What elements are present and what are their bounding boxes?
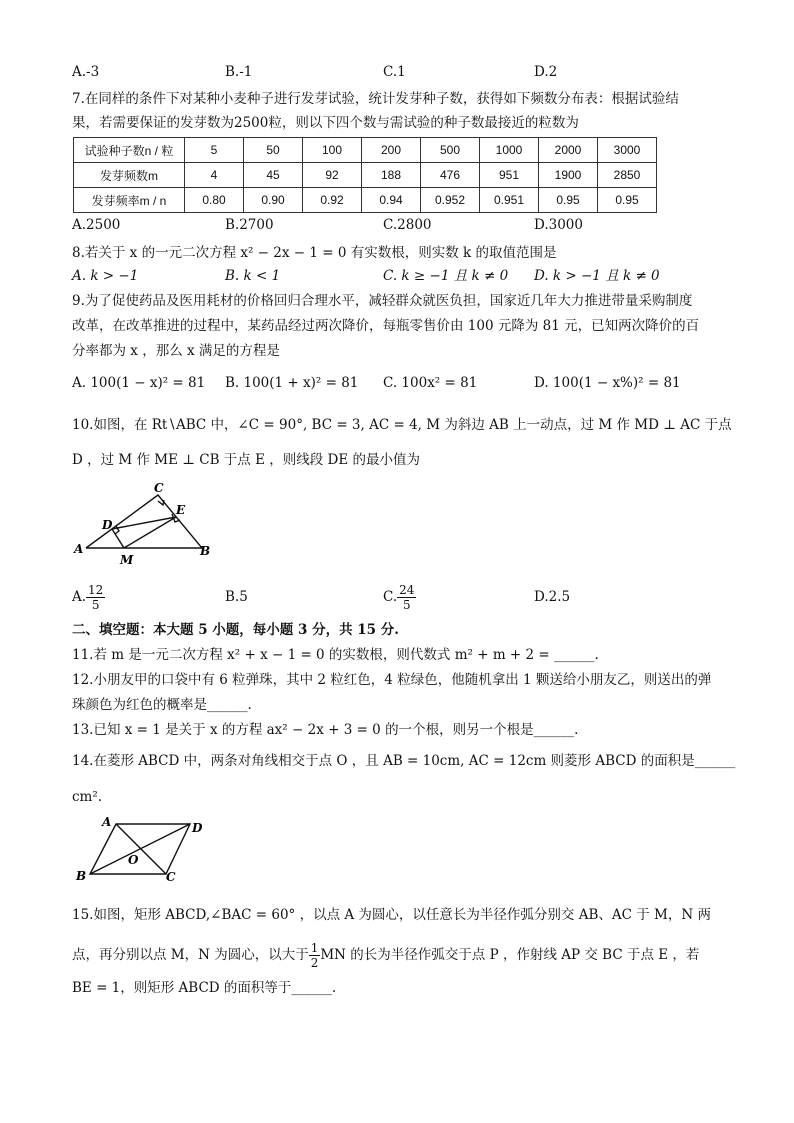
table-row bbox=[74, 163, 657, 188]
q10-options bbox=[72, 580, 722, 614]
label-a: A bbox=[102, 815, 112, 829]
table-header-cell: 发芽频率m / n bbox=[74, 188, 185, 213]
table-cell: 1000 bbox=[480, 138, 539, 163]
table-cell: 1900 bbox=[539, 163, 598, 188]
q9-line-3: 分率都为 x ，那么 x 满足的方程是 bbox=[72, 343, 280, 359]
fraction-denominator: 5 bbox=[91, 598, 100, 612]
q9-option-c: C. 100x² = 81 bbox=[383, 375, 478, 391]
fraction-24-5 bbox=[397, 583, 416, 612]
q11: 11.若 m 是一元二次方程 x² + x − 1 = 0 的实数根，则代数式 m² + m + 2 = ______. bbox=[72, 647, 599, 663]
label-d: D bbox=[102, 518, 113, 532]
label-d: D bbox=[192, 821, 203, 835]
diagonal-bd bbox=[90, 824, 190, 874]
q10-option-d: D.2.5 bbox=[534, 589, 571, 605]
fraction-numerator: 24 bbox=[399, 583, 415, 597]
q12-line-1: 12.小朋友甲的口袋中有 6 粒弹珠，其中 2 粒红色，4 粒绿色，他随机拿出 1 颗送给小朋友乙，则送出的弹 bbox=[72, 672, 712, 688]
section-2-heading: 二、填空题：本大题 5 小题，每小题 3 分，共 15 分. bbox=[72, 622, 399, 638]
q7-line-1: 7.在同样的条件下对某种小麦种子进行发芽试验，统计发芽种子数，获得如下频数分布表：根据试验结 bbox=[72, 91, 679, 107]
q14-line-1: 14.在菱形 ABCD 中，两条对角线相交于点 O ，且 AB = 10cm, AC = 12cm 则菱形 ABCD 的面积是______ bbox=[72, 753, 736, 769]
table-cell: 951 bbox=[480, 163, 539, 188]
q8-option-a: A. k > −1 bbox=[72, 268, 139, 284]
q7-line-2: 果，若需要保证的发芽数为2500粒，则以下四个数与需试验的种子数最接近的粒数为 bbox=[72, 115, 579, 131]
q15-line-2-end: MN 的长为半径作弧交于点 P ，作射线 AP 交 BC 于点 E ，若 bbox=[320, 947, 700, 963]
table-cell: 500 bbox=[421, 138, 480, 163]
q10-line-2: D ，过 M 作 ME ⊥ CB 于点 E ，则线段 DE 的最小值为 bbox=[72, 452, 421, 468]
label-o: O bbox=[128, 853, 139, 867]
q14-rhombus-figure bbox=[72, 812, 212, 884]
q15-line-1: 15.如图，矩形 ABCD,∠BAC = 60° ，以点 A 为圆心，以任意长为半径作弧分别交 AB、AC 于 M，N 两 bbox=[72, 907, 711, 923]
table-cell: 0.951 bbox=[480, 188, 539, 213]
q13: 13.已知 x = 1 是关于 x 的方程 ax² − 2x + 3 = 0 的一个根，则另一个根是______. bbox=[72, 722, 579, 738]
label-c: C bbox=[154, 481, 164, 495]
table-header-cell: 发芽频数m bbox=[74, 163, 185, 188]
q9-line-1: 9.为了促使药品及医用耗材的价格回归合理水平，减轻群众就医负担，国家近几年大力推进带量采购制度 bbox=[72, 293, 693, 309]
label-c: C bbox=[166, 870, 176, 884]
q7-option-a: A.2500 bbox=[72, 217, 121, 233]
q14-line-2: cm². bbox=[72, 789, 103, 805]
table-cell: 45 bbox=[244, 163, 303, 188]
q10-option-c-prefix: C. bbox=[383, 589, 398, 605]
label-e: E bbox=[176, 503, 186, 517]
q8-option-b: B. k < 1 bbox=[225, 268, 281, 284]
label-a: A bbox=[74, 542, 84, 556]
q10-option-a-prefix: A. bbox=[72, 589, 87, 605]
q6-option-a: A.-3 bbox=[72, 64, 100, 80]
q6-option-d: D.2 bbox=[534, 64, 558, 80]
table-cell: 200 bbox=[362, 138, 421, 163]
q7-options bbox=[72, 215, 722, 235]
q8-stem: 8.若关于 x 的一元二次方程 x² − 2x − 1 = 0 有实数根，则实数 k 的取值范围是 bbox=[72, 245, 557, 261]
table-cell: 0.95 bbox=[539, 188, 598, 213]
label-b: B bbox=[76, 869, 87, 883]
table-cell: 2000 bbox=[539, 138, 598, 163]
q9-line-2: 改革，在改革推进的过程中，某药品经过两次降价，每瓶零售价由 100 元降为 81 元，已知两次降价的百 bbox=[72, 318, 700, 334]
q10-option-a bbox=[72, 580, 105, 614]
q10-option-c bbox=[383, 580, 416, 614]
label-m: M bbox=[120, 553, 134, 567]
q12-line-2: 珠颜色为红色的概率是______. bbox=[72, 697, 252, 713]
table-cell: 0.95 bbox=[598, 188, 657, 213]
q8-option-d: D. k > −1 且 k ≠ 0 bbox=[534, 268, 660, 284]
q7-option-c: C.2800 bbox=[383, 217, 432, 233]
q6-options bbox=[72, 62, 722, 82]
q7-option-b: B.2700 bbox=[225, 217, 274, 233]
q8-option-c: C. k ≥ −1 且 k ≠ 0 bbox=[383, 268, 509, 284]
table-cell: 0.90 bbox=[244, 188, 303, 213]
table-cell: 0.80 bbox=[185, 188, 244, 213]
q6-option-b: B.-1 bbox=[225, 64, 253, 80]
table-header-cell: 试验种子数n / 粒 bbox=[74, 138, 185, 163]
q10-line-1: 10.如图，在 Rt∖ABC 中，∠C = 90°, BC = 3, AC = 4, M 为斜边 AB 上一动点，过 M 作 MD ⊥ AC 于点 bbox=[72, 417, 732, 433]
fraction-numerator: 1 bbox=[310, 941, 319, 955]
table-cell: 476 bbox=[421, 163, 480, 188]
table-cell: 0.92 bbox=[303, 188, 362, 213]
table-cell: 100 bbox=[303, 138, 362, 163]
table-row bbox=[74, 138, 657, 163]
q10-option-b: B.5 bbox=[225, 589, 248, 605]
label-b: B bbox=[200, 544, 211, 558]
q15-line-2-start: 点，再分别以点 M，N 为圆心，以大于 bbox=[72, 947, 309, 963]
table-cell: 5 bbox=[185, 138, 244, 163]
table-cell: 2850 bbox=[598, 163, 657, 188]
q7-option-d: D.3000 bbox=[534, 217, 583, 233]
q9-option-a: A. 100(1 − x)² = 81 bbox=[72, 375, 206, 391]
q9-option-b: B. 100(1 + x)² = 81 bbox=[225, 375, 359, 391]
frequency-table bbox=[73, 137, 657, 213]
fraction-1-2 bbox=[309, 941, 321, 970]
q15-line-3: BE = 1，则矩形 ABCD 的面积等于______. bbox=[72, 980, 337, 996]
table-row bbox=[74, 188, 657, 213]
fraction-numerator: 12 bbox=[88, 583, 104, 597]
table-cell: 50 bbox=[244, 138, 303, 163]
table-cell: 0.952 bbox=[421, 188, 480, 213]
q10-triangle-figure bbox=[72, 478, 212, 570]
q9-options bbox=[72, 373, 722, 393]
q9-option-d: D. 100(1 − x%)² = 81 bbox=[534, 375, 681, 391]
q6-option-c: C.1 bbox=[383, 64, 406, 80]
fraction-denominator: 5 bbox=[402, 598, 411, 612]
table-cell: 0.94 bbox=[362, 188, 421, 213]
q8-options bbox=[72, 266, 722, 286]
table-cell: 188 bbox=[362, 163, 421, 188]
table-cell: 92 bbox=[303, 163, 362, 188]
table-cell: 3000 bbox=[598, 138, 657, 163]
fraction-12-5 bbox=[86, 583, 105, 612]
q15-line-2 bbox=[72, 938, 722, 972]
fraction-denominator: 2 bbox=[310, 956, 319, 970]
table-cell: 4 bbox=[185, 163, 244, 188]
